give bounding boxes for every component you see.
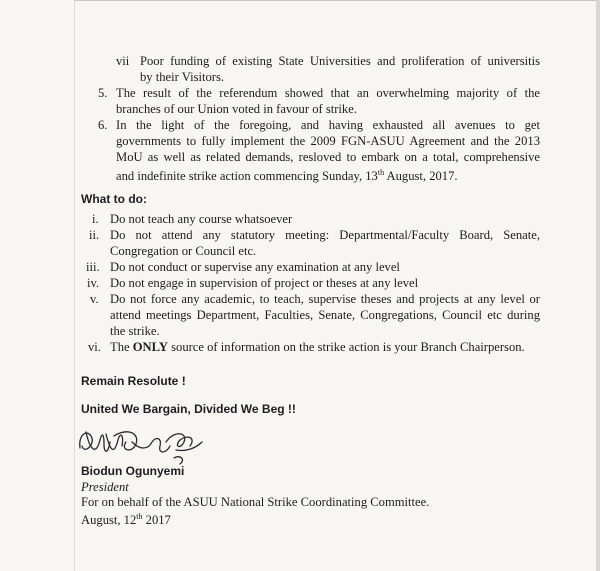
point-6-line1: In the light of the foregoing, and having exhausted all avenues to get: [116, 118, 540, 132]
point-5-line2: branches of our Union voted in favour of strike.: [116, 102, 357, 116]
item-v-line1: Do not force any academic, to teach, supervise theses and projects at any level or: [110, 292, 540, 306]
item-v-marker: v.: [90, 292, 99, 306]
letter-date: August, 12th 2017: [81, 512, 171, 528]
signatory-name: Biodun Ogunyemi: [81, 464, 185, 478]
on-behalf-line: For on behalf of the ASUU National Strike Coordinating Committee.: [81, 495, 430, 509]
item-vi-line1: The ONLY source of information on the strike action is your Branch Chairperson.: [110, 340, 525, 354]
item-v-line2: attend meetings Department, Faculties, Senate, Congregations, Council etc during: [110, 308, 540, 322]
item-ii-line2: Congregation or Council etc.: [110, 244, 257, 258]
point-5-marker: 5.: [98, 86, 108, 100]
point-vii-line2: by their Visitors.: [140, 70, 225, 84]
signatory-title: President: [81, 480, 129, 494]
point-6-line3: MoU as well as related demands, resloved to embark on a total, comprehensive: [116, 150, 540, 164]
item-vi-marker: vi.: [88, 340, 101, 354]
handwritten-signature: [70, 420, 210, 470]
point-6-line4: and indefinite strike action commencing Sunday, 13th August, 2017.: [116, 168, 458, 184]
item-iii-line1: Do not conduct or supervise any examination at any level: [110, 260, 400, 274]
what-to-do-heading: What to do:: [81, 192, 147, 206]
point-vii-line1: Poor funding of existing State Universities and proliferation of universitis: [140, 54, 540, 68]
remain-resolute: Remain Resolute !: [81, 374, 186, 388]
union-motto: United We Bargain, Divided We Beg !!: [81, 402, 296, 416]
item-i-marker: i.: [92, 212, 99, 226]
page-edge-right: [596, 0, 600, 571]
page-edge-left: [74, 0, 75, 571]
item-ii-line1: Do not attend any statutory meeting: Departmental/Faculty Board, Senate,: [110, 228, 540, 242]
item-iv-marker: iv.: [87, 276, 100, 290]
item-iv-line1: Do not engage in supervision of project or theses at any level: [110, 276, 419, 290]
item-v-line3: the strike.: [110, 324, 160, 338]
item-iii-marker: iii.: [86, 260, 100, 274]
point-vii-marker: vii: [116, 54, 130, 68]
item-i-line1: Do not teach any course whatsoever: [110, 212, 293, 226]
page-edge-top: [74, 0, 600, 1]
item-ii-marker: ii.: [89, 228, 100, 242]
point-6-marker: 6.: [98, 118, 108, 132]
point-6-line2: governments to fully implement the 2009 FGN-ASUU Agreement and the 2013: [116, 134, 540, 148]
point-5-line1: The result of the referendum showed that an overwhelming majority of the: [116, 86, 540, 100]
